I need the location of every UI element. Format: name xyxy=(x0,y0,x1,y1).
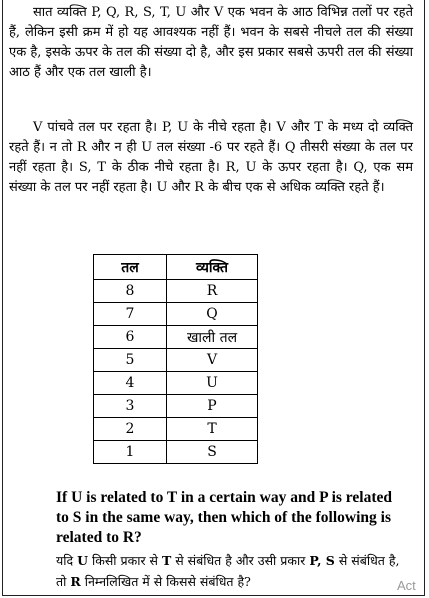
table-row xyxy=(94,349,258,372)
floor-cell: 8 xyxy=(94,280,167,303)
person-cell: खाली तल xyxy=(167,326,258,349)
table-header-row xyxy=(94,255,258,280)
floor-table xyxy=(93,254,258,464)
header-person: व्यक्ति xyxy=(167,255,258,280)
person-cell: Q xyxy=(167,303,258,326)
table-row xyxy=(94,326,258,349)
floor-cell: 4 xyxy=(94,372,167,395)
table-row xyxy=(94,303,258,326)
floor-cell: 6 xyxy=(94,326,167,349)
puzzle-intro-paragraph: सात व्यक्ति P, Q, R, S, T, U और V एक भवन के आठ विभिन्न तलों पर रहते हैं, लेकिन इसी क्रम में हो यह आवश्यक नहीं हैं। भवन के सबसे नीचले तल की संख्या एक है, इसके ऊपर के तल की संख्या दो है, और इस प्रकार सबसे ऊपरी तल की संख्या आठ हैं और एक तल खाली है। xyxy=(9,5,413,80)
table-row xyxy=(94,441,258,464)
person-cell: P xyxy=(167,395,258,418)
table-row xyxy=(94,418,258,441)
question-hindi-bold: R xyxy=(70,574,81,589)
question-hindi-text: यदि xyxy=(56,553,78,568)
person-cell: S xyxy=(167,441,258,464)
table-row xyxy=(94,280,258,303)
floor-cell: 2 xyxy=(94,418,167,441)
table-row xyxy=(94,395,258,418)
watermark-text: Act xyxy=(397,578,416,593)
table-row xyxy=(94,372,258,395)
question-hindi-bold: U xyxy=(77,553,89,568)
floor-cell: 7 xyxy=(94,303,167,326)
question-hindi xyxy=(56,550,412,592)
question-hindi-text: से संबंधित है और उसी प्रकार xyxy=(171,553,310,568)
question-hindi-text: से संबंधित है, तो xyxy=(56,553,400,589)
puzzle-clues-paragraph: V पांचवे तल पर रहता है। P, U के नीचे रहता है। V और T के मध्य दो व्यक्ति रहते हैं। न तो R और न ही U तल संख्या -6 पर रहते हैं। Q तीसरी संख्या के तल पर नहीं रहता है। S, T के ठीक नीचे रहता है। R, U के ऊपर रहता है। Q, एक सम संख्या के तल पर नहीं रहता है। U और R के बीच एक से अधिक व्यक्ति रहते हैं। xyxy=(9,120,413,195)
floor-cell: 1 xyxy=(94,441,167,464)
floor-cell: 3 xyxy=(94,395,167,418)
person-cell: V xyxy=(167,349,258,372)
question-english: If U is related to T in a certain way and P is related to S in the same way, then which of the following is related to R? xyxy=(56,489,392,546)
person-cell: U xyxy=(167,372,258,395)
person-cell: T xyxy=(167,418,258,441)
question-hindi-bold: P, S xyxy=(309,553,335,568)
question-hindi-text: किसी प्रकार से xyxy=(88,553,162,568)
header-floor: तल xyxy=(94,255,167,280)
person-cell: R xyxy=(167,280,258,303)
question-hindi-text: निम्नलिखित में से किससे संबंधित है? xyxy=(80,574,251,589)
floor-cell: 5 xyxy=(94,349,167,372)
question-hindi-bold: T xyxy=(161,553,172,568)
